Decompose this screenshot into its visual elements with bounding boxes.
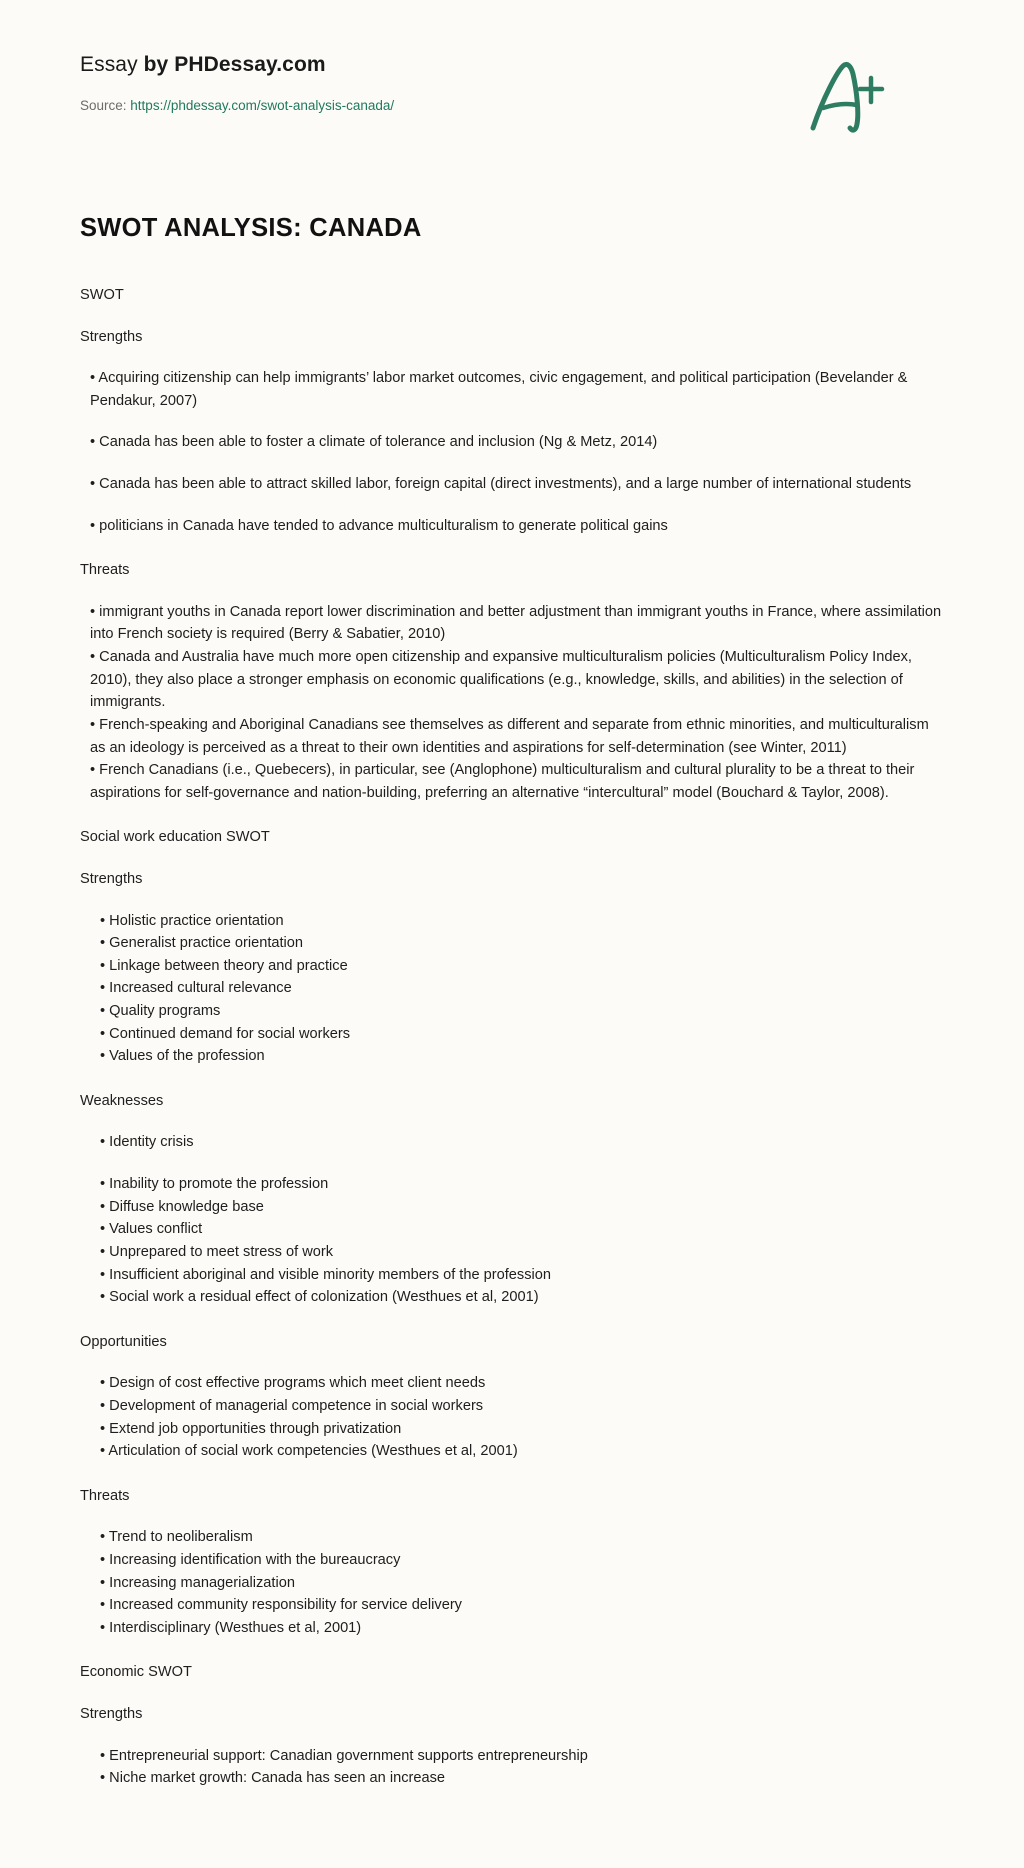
list-item: • Canada has been able to foster a climate of tolerance and inclusion (Ng & Metz, 2014)	[90, 434, 658, 451]
list-item: • immigrant youths in Canada report lower discrimination and better adjustment than immigrant youths in France, where assimilation into French society is required (Berry & Sabatier, 2010)	[90, 603, 942, 643]
source-label: Source:	[80, 98, 127, 114]
subheading-economic-strengths: Strengths	[80, 1706, 143, 1723]
list-item: • Entrepreneurial support: Canadian government supports entrepreneurship	[100, 1747, 588, 1764]
list-item: • Holistic practice orientation	[100, 912, 284, 929]
subheading-sw-opportunities: Opportunities	[80, 1333, 167, 1350]
list-item: • Canada has been able to attract skilled labor, foreign capital (direct investments), and a large number of international students	[90, 476, 912, 493]
phdessay-logo-icon	[803, 58, 889, 136]
section-heading-economic-swot: Economic SWOT	[80, 1664, 192, 1681]
list-item: • Values conflict	[100, 1221, 203, 1238]
list-item: • Articulation of social work competencies (Westhues et al, 2001)	[100, 1443, 518, 1460]
list-item: • Inability to promote the profession	[100, 1176, 329, 1193]
list-item: • French-speaking and Aboriginal Canadians see themselves as different and separate from ethnic minorities, and multiculturalism as an ideology is perceived as a threat to their own identities and aspirations for self-determination (see Winter, 2011)	[90, 716, 929, 756]
list-item: • Continued demand for social workers	[100, 1025, 351, 1042]
page-header	[80, 0, 944, 136]
section-heading-swot: SWOT	[80, 287, 124, 303]
subheading-strengths: Strengths	[80, 328, 143, 345]
list-item: • Diffuse knowledge base	[100, 1198, 264, 1215]
source-line	[80, 98, 394, 113]
list-item: • Acquiring citizenship can help immigrants’ labor market outcomes, civic engagement, and political participation (Bevelander & Pendakur, 2007)	[90, 370, 908, 409]
subheading-sw-threats: Threats	[80, 1487, 130, 1504]
subheading-sw-strengths: Strengths	[80, 870, 143, 887]
swot-strengths-list	[80, 348, 944, 537]
list-item: • Unprepared to meet stress of work	[100, 1243, 334, 1260]
header-left	[80, 52, 394, 113]
list-item: • Insufficient aboriginal and visible minority members of the profession	[100, 1266, 551, 1283]
list-item: • Generalist practice orientation	[100, 935, 304, 952]
list-item: • Development of managerial competence in social workers	[100, 1397, 484, 1414]
sw-weaknesses-list	[80, 1112, 944, 1308]
list-item: • Increasing identification with the bureaucracy	[100, 1551, 401, 1568]
document-body	[80, 243, 944, 1790]
list-item: • Increased cultural relevance	[100, 980, 292, 997]
list-item: • Interdisciplinary (Westhues et al, 2001)	[100, 1619, 362, 1636]
list-item: • Linkage between theory and practice	[100, 957, 348, 974]
list-item: • Increased community responsibility for service delivery	[100, 1597, 462, 1614]
brand-site-word: PHDessay.com	[174, 53, 326, 76]
list-item: • Values of the profession	[100, 1048, 265, 1065]
list-item: • Quality programs	[100, 1003, 221, 1020]
brand-by-word: by	[137, 53, 175, 76]
list-item: • Niche market growth: Canada has seen an increase	[100, 1770, 446, 1787]
subheading-sw-weaknesses: Weaknesses	[80, 1092, 164, 1109]
brand-essay-word: Essay	[80, 53, 138, 76]
subheading-threats: Threats	[80, 562, 130, 579]
source-url-link[interactable]: https://phdessay.com/swot-analysis-canada/	[130, 98, 395, 114]
list-item: • French Canadians (i.e., Quebecers), in particular, see (Anglophone) multiculturalism and cultural plurality to be a threat to their aspirations for self-governance and nation-building, preferring an alternative “intercultural” model (Bouchard & Taylor, 2008).	[90, 762, 915, 801]
section-heading-social-work-education: Social work education SWOT	[80, 829, 270, 846]
page-title: SWOT ANALYSIS: CANADA	[80, 214, 422, 242]
list-item: • Trend to neoliberalism	[100, 1529, 253, 1546]
sw-threats-list	[80, 1507, 944, 1639]
list-item: • Social work a residual effect of colonization (Westhues et al, 2001)	[100, 1289, 539, 1306]
list-item: • Extend job opportunities through privatization	[100, 1420, 402, 1437]
swot-threats-list	[80, 582, 944, 804]
sw-strengths-list	[80, 891, 944, 1068]
list-item: • Canada and Australia have much more open citizenship and expansive multiculturalism policies (Multiculturalism Policy Index, 2010), they also place a stronger emphasis on economic qualifications (e.g., knowledge, skills, and abilities) in the selection of immigrants.	[90, 649, 912, 711]
brand-title	[80, 52, 394, 77]
sw-opportunities-list	[80, 1353, 944, 1462]
economic-strengths-list	[80, 1726, 944, 1790]
list-item: • Identity crisis	[100, 1134, 194, 1151]
list-item: • Increasing managerialization	[100, 1574, 295, 1591]
list-item: • politicians in Canada have tended to advance multiculturalism to generate political gains	[90, 517, 668, 534]
list-item: • Design of cost effective programs which meet client needs	[100, 1375, 486, 1392]
